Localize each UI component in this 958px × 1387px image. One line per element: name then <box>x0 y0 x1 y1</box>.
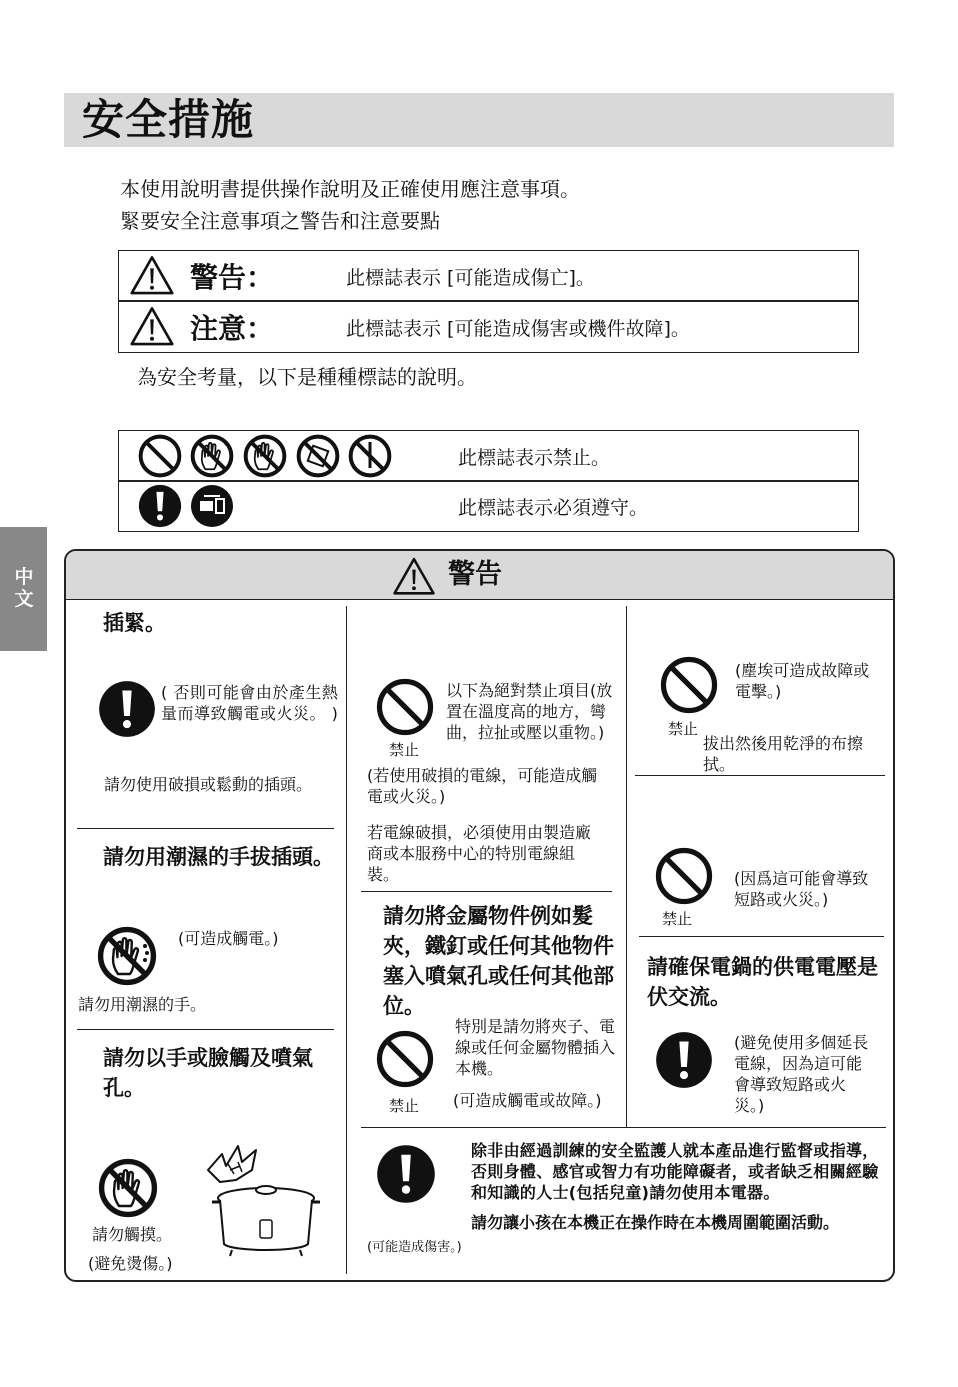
level-desc-caution: 此標誌表示 [可能造成傷害或機件故障]。 <box>346 318 690 340</box>
col1-divider-2 <box>77 1029 334 1030</box>
col2-cord-extra: 若電線破損，必須使用由製造廠商或本服務中心的特別電線組裝。 <box>367 823 592 884</box>
col1-wet-hand-note: (可造成觸電。) <box>178 929 279 948</box>
col2-metal-note: (可造成觸電或故障。) <box>453 1091 602 1110</box>
col3-divider-1 <box>635 775 885 776</box>
column-divider-2 <box>626 606 627 1128</box>
col3-short-note: (因爲這可能會導致短路或火災。) <box>734 869 869 909</box>
col3-dust-text: 拔出然後用乾淨的布擦拭。 <box>703 734 864 774</box>
col2-cord-note: (若使用破損的電線，可能造成觸電或火災。) <box>367 766 598 806</box>
mandatory-icon <box>138 484 182 528</box>
level-label-warning: 警告： <box>190 261 275 294</box>
col3-voltage-note: (避免使用多個延長電線，因為這可能會導致短路或火災。) <box>734 1033 869 1115</box>
col1-plug-heading: 插緊。 <box>103 611 166 635</box>
col3-divider-2 <box>639 936 884 937</box>
level-desc-warning: 此標誌表示 [可能造成傷亡]。 <box>346 267 595 289</box>
no-wet-hand-icon <box>97 926 157 986</box>
rice-cooker-illustration <box>198 1140 326 1260</box>
warning-header-title: 警告 <box>448 559 502 590</box>
intro-line-1: 本使用說明書提供操作說明及正確使用應注意事項。 <box>120 177 580 201</box>
col2-prohibit-label: 禁止 <box>389 741 420 759</box>
prohibit-desc: 此標誌表示禁止。 <box>458 447 611 469</box>
warning-triangle-icon <box>130 255 174 295</box>
no-touch-icon <box>98 1158 158 1218</box>
col1-wet-hand-caption: 請勿用潮濕的手。 <box>78 995 207 1014</box>
prohibit-icon <box>376 678 434 736</box>
col2-cord-text: 以下為絕對禁止項目(放置在溫度高的地方，彎曲，拉扯或壓以重物。) <box>446 681 613 742</box>
col1-wet-hand-heading: 請勿用潮濕的手拔插頭。 <box>103 845 334 869</box>
col1-plug-caption: 請勿使用破損或鬆動的插頭。 <box>104 775 313 794</box>
symbol-intro: 為安全考量，以下是種種標誌的說明。 <box>137 365 477 389</box>
col3-dust-note: (塵埃可造成故障或電擊。) <box>735 661 870 701</box>
mandatory-icon <box>98 680 156 738</box>
mandatory-icon <box>655 1031 713 1089</box>
no-disassemble-icon <box>348 434 392 478</box>
col1-steam-heading: 請勿以手或臉觸及噴氣孔。 <box>103 1046 313 1100</box>
level-label-caution: 注意： <box>190 312 275 345</box>
col3-voltage-heading: 請確保電鍋的供電電壓是伏交流。 <box>647 955 878 1009</box>
no-water-icon <box>296 434 340 478</box>
col2-divider-1 <box>361 891 612 892</box>
symbol-divider <box>118 480 859 482</box>
col1-plug-note: ( 否則可能會由於產生熱量而導致觸電或火災。 ) <box>161 683 339 723</box>
col1-steam-caption-1: 請勿觸摸。 <box>92 1225 173 1244</box>
language-tab-label: 中文 <box>14 566 34 610</box>
bottom-supervision-text: 除非由經過訓練的安全監護人就本產品進行監督或指導，否則身體、感官或智力有功能障礙者，或者缺乏相關經驗和知識的人士(包括兒童)請勿使用本電器。 <box>471 1141 879 1202</box>
level-divider <box>118 300 859 302</box>
col1-divider-1 <box>77 828 334 829</box>
warning-header-icon <box>392 557 436 595</box>
prohibit-icon <box>376 1030 434 1088</box>
bottom-divider <box>361 1127 886 1128</box>
mandatory-icon <box>376 1144 436 1204</box>
col1-steam-caption-2: (避免燙傷。) <box>88 1254 173 1273</box>
unplug-icon <box>190 484 234 528</box>
col2-metal-prohibit-label: 禁止 <box>389 1097 420 1115</box>
col2-metal-heading: 請勿將金屬物件例如髮夾，鐵釘或任何其他物件塞入噴氣孔或任何其他部位。 <box>383 904 614 1018</box>
mandatory-desc: 此標誌表示必須遵守。 <box>458 497 649 519</box>
caution-triangle-icon <box>130 306 174 346</box>
col3-short-prohibit-label: 禁止 <box>662 910 693 928</box>
prohibit-icon <box>655 847 713 905</box>
bottom-children-text: 請勿讓小孩在本機正在操作時在本機周圍範圍活動。 <box>471 1213 840 1232</box>
intro-line-2: 緊要安全注意事項之警告和注意要點 <box>120 209 440 233</box>
col2-metal-text: 特別是請勿將夾子、電線或任何金屬物體插入本機。 <box>455 1017 616 1078</box>
prohibit-icon <box>660 656 718 714</box>
page-title: 安全措施 <box>82 95 255 144</box>
prohibit-icon <box>138 434 182 478</box>
no-wet-hand-icon <box>190 434 234 478</box>
no-touch-icon <box>243 434 287 478</box>
bottom-note: (可能造成傷害。) <box>367 1240 462 1255</box>
col3-dust-prohibit-label: 禁止 <box>668 720 699 738</box>
column-divider-1 <box>346 606 347 1274</box>
